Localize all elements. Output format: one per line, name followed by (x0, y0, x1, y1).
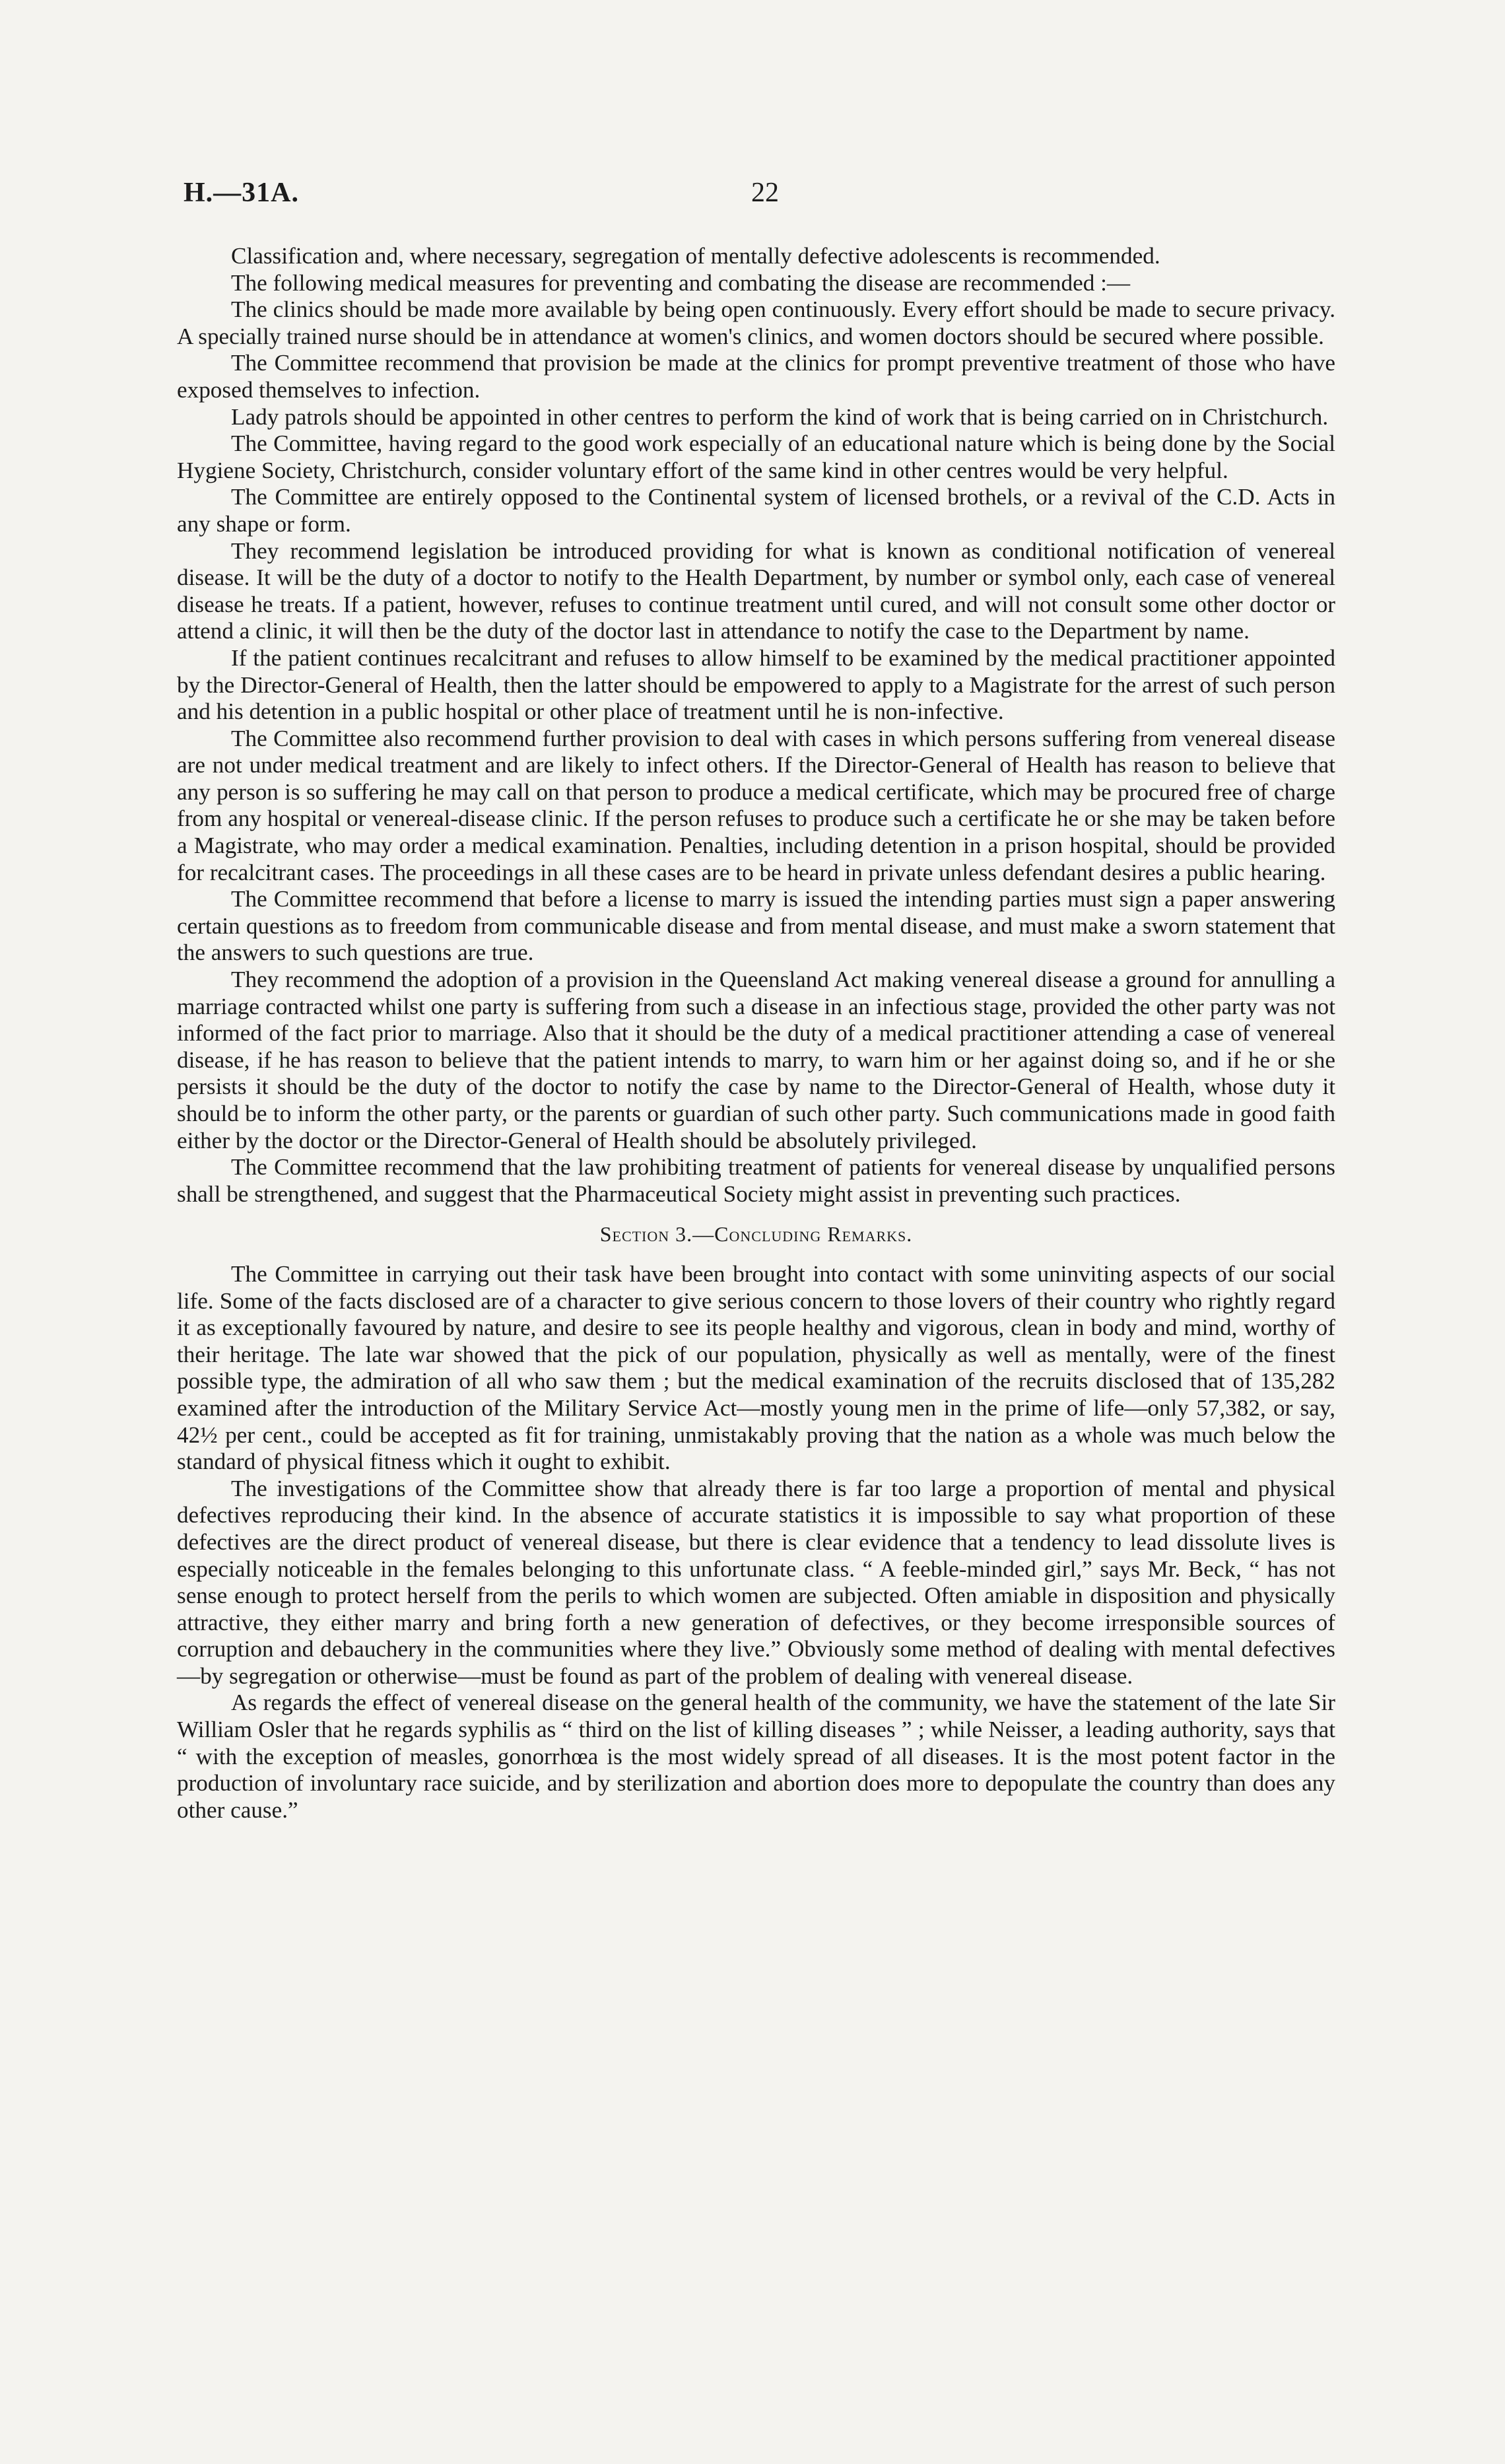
paragraph: The Committee recommend that the law prohibiting treatment of patients for venereal disease by unqualified persons shall be strengthened, and suggest that the Pharmaceutical Society might assist in preventing such practices. (177, 1154, 1335, 1207)
paragraph: Lady patrols should be appointed in other centres to perform the kind of work that is being carried on in Christchurch. (231, 403, 1329, 430)
paragraph: They recommend the adoption of a provision in the Queensland Act making venereal disease a ground for annulling a marriage contracted whilst one party is suffering from such a disease in an infectious stage, provided the other party was not informed of the fact prior to marriage. Also that it should be the duty of a medical practitioner attending a case of venereal disease, if he has reason to believe that the patient intends to marry, to warn him or her against doing so, and if he or she persists it should be the duty of the doctor to notify the case by name to the Director-General of Health, whose duty it should be to inform the other party, or the parents or guardian of such other party. Such communications made in good faith either by the doctor or the Director-General of Health should be absolutely privileged. (177, 967, 1335, 1153)
paragraph: Classification and, where necessary, segregation of mentally defective adolescents is recommended. (231, 243, 1160, 269)
page-header (184, 177, 1335, 217)
paragraph: The following medical measures for preventing and combating the disease are recommended :— (231, 269, 1131, 296)
paragraph: The Committee recommend that before a license to marry is issued the intending parties must sign a paper answering certain questions as to freedom from communicable disease and from mental disease, and must make a sworn statement that the answers to such questions are true. (177, 886, 1335, 966)
page-number: 22 (751, 178, 779, 208)
paragraph: They recommend legislation be introduced providing for what is known as conditional notification of venereal disease. It will be the duty of a doctor to notify to the Health Department, by number or symbol only, each case of venereal disease he treats. If a patient, however, refuses to continue treatment until cured, and will not consult some other doctor or attend a clinic, it will then be the duty of the doctor last in attendance to notify the case to the Department by name. (177, 537, 1335, 644)
paragraph: As regards the effect of venereal disease on the general health of the community, we have the statement of the late Sir William Osler that he regards syphilis as “ third on the list of killing diseases ” ; while Neisser, a leading authority, says that “ with the exception of measles, gonorrhœa is the most widely spread of all diseases. It is the most potent factor in the production of involuntary race suicide, and by sterilization and abortion does more to depopulate the country than does any other cause.” (177, 1690, 1335, 1823)
paragraph: The Committee recommend that provision be made at the clinics for prompt preventive treatment of those who have exposed themselves to infection. (177, 350, 1335, 403)
paragraph: The Committee in carrying out their task have been brought into contact with some uninviting aspects of our social life. Some of the facts disclosed are of a character to give serious concern to those lovers of their country who rightly regard it as exceptionally favoured by nature, and desire to see its people healthy and vigorous, clean in body and mind, worthy of their heritage. The late war showed that the pick of our population, physically as well as mentally, were of the finest possible type, the admiration of all who saw them ; but the medical examination of the recruits disclosed that of 135,282 examined after the introduction of the Military Service Act—mostly young men in the prime of life—only 57,382, or say, 42½ per cent., could be accepted as fit for training, unmistakably proving that the nation as a whole was much below the standard of physical fitness which it ought to exhibit. (177, 1260, 1335, 1475)
section-heading: Section 3.—Concluding Remarks. (599, 1222, 913, 1247)
paragraph: The Committee are entirely opposed to the Continental system of licensed brothels, or a revival of the C.D. Acts in any shape or form. (177, 484, 1335, 537)
paragraph: If the patient continues recalcitrant and refuses to allow himself to be examined by the medical practitioner appointed by the Director-General of Health, then the latter should be empowered to apply to a Magistrate for the arrest of such person and his detention in a public hospital or other place of treatment until he is non-infective. (177, 644, 1335, 725)
paragraph: The clinics should be made more available by being open continuously. Every effort should be made to secure privacy. A specially trained nurse should be in attendance at women's clinics, and women doctors should be secured where possible. (177, 296, 1335, 349)
document-reference: H.—31A. (184, 178, 299, 208)
paragraph: The Committee, having regard to the good work especially of an educational nature which is being done by the Social Hygiene Society, Christchurch, consider voluntary effort of the same kind in other centres would be very helpful. (177, 430, 1335, 483)
paragraph: The Committee also recommend further provision to deal with cases in which persons suffering from venereal disease are not under medical treatment and are likely to infect others. If the Director-General of Health has reason to believe that any person is so suffering he may call on that person to produce a medical certificate, which may be procured free of charge from any hospital or venereal-disease clinic. If the person refuses to produce such a certificate he or she may be taken before a Magistrate, who may order a medical examination. Penalties, including detention in a prison hospital, should be provided for recalcitrant cases. The proceedings in all these cases are to be heard in private unless defendant desires a public hearing. (177, 725, 1335, 885)
paragraph: The investigations of the Committee show that already there is far too large a proportion of mental and physical defectives reproducing their kind. In the absence of accurate statistics it is impossible to say what proportion of these defectives are the direct product of venereal disease, but there is clear evidence that a tendency to lead dissolute lives is especially noticeable in the females belonging to this unfortunate class. “ A feeble-minded girl,” says Mr. Beck, “ has not sense enough to protect herself from the perils to which women are subjected. Often amiable in disposition and physically attractive, they either marry and bring forth a new generation of defectives, or they become irresponsible sources of corruption and debauchery in the communities where they live.” Obviously some method of dealing with mental defectives—by segregation or otherwise—must be found as part of the problem of dealing with venereal disease. (177, 1475, 1335, 1689)
body-text (177, 243, 1335, 1824)
